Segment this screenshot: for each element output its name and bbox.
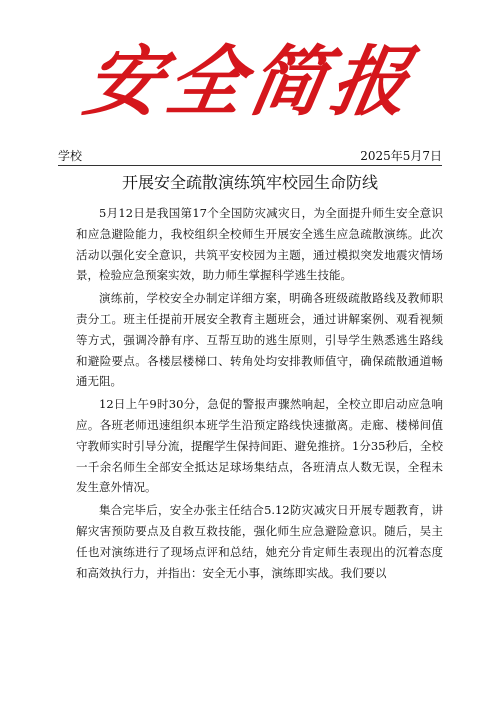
article-headline: 开展安全疏散演练筑牢校园生命防线 [121,173,378,192]
paragraph-2: 演练前，学校安全办制定详细方案，明确各班级疏散路线及教师职责分工。班主任提前开展安全教育主题班会，通过讲解案例、观看视频等方式，强调冷静有序、互帮互助的逃生原则，引导学生熟悉逃生路线和避险要点。各楼层楼梯口、转角处均安排教师值守，确保疏散通道畅通无阻。 [76,291,443,389]
meta-row [58,148,442,164]
issue-date: 2025年5月7日 [360,149,442,163]
paragraph-3: 12日上午9时30分，急促的警报声骤然响起，全校立即启动应急响应。各班老师迅速组织本班学生沿预定路线快速撤离。走廊、楼梯间值守教师实时引导分流，提醒学生保持间距、避免推挤。1分35秒后，全校一千余名师生全部安全抵达足球场集结点，各班清点人数无误，全程未发生意外情况。 [76,397,443,495]
header-divider [58,165,442,166]
masthead-title: 安全简报 [78,37,422,126]
paragraph-4: 集合完毕后，安全办张主任结合5.12防灾减灾日开展专题教育，讲解灾害预防要点及自救互救技能，强化师生应急避险意识。随后，吴主任也对演练进行了现场点评和总结，她充分肯定师生表现出的沉着态度和高效执行力，并指出：安全无小事，演练即实战。我们要以 [76,503,443,580]
paragraph-1: 5月12日是我国第17个全国防灾减灾日，为全面提升师生安全意识和应急避险能力，我校组织全校师生开展安全逃生应急疏散演练。此次活动以强化安全意识，共筑平安校园为主题，通过模拟突发地震灾情场景，检验应急预案实效，助力师生掌握科学逃生技能。 [76,206,443,283]
source-label: 学校 [58,149,83,163]
article-body [76,203,443,585]
